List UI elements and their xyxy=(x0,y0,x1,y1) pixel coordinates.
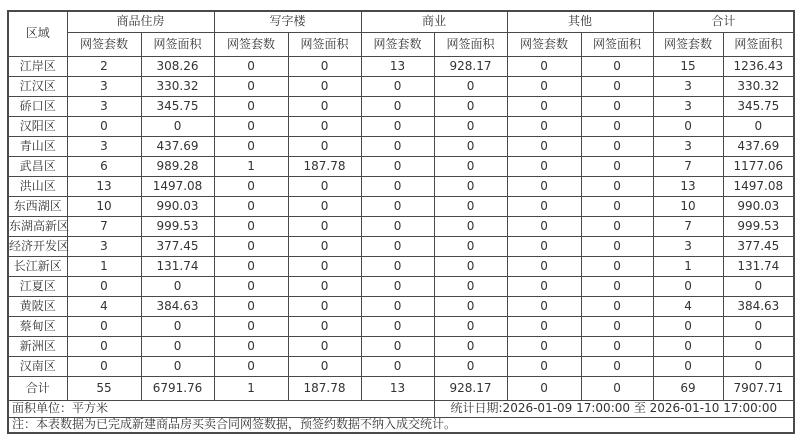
value-cell: 4 xyxy=(653,297,723,317)
value-cell: 0 xyxy=(288,217,361,237)
group-header-row xyxy=(8,11,794,33)
value-cell: 0 xyxy=(507,297,581,317)
value-cell: 1177.06 xyxy=(723,157,794,177)
region-cell: 新洲区 xyxy=(8,337,67,357)
subheader-row xyxy=(8,33,794,57)
value-cell: 0 xyxy=(288,97,361,117)
table-row xyxy=(8,77,794,97)
value-cell: 0 xyxy=(581,177,653,197)
value-cell: 0 xyxy=(361,197,434,217)
value-cell: 0 xyxy=(214,297,288,317)
region-cell: 汉阳区 xyxy=(8,117,67,137)
value-cell: 0 xyxy=(214,57,288,77)
table-row xyxy=(8,317,794,337)
value-cell: 0 xyxy=(141,117,214,137)
value-cell: 7907.71 xyxy=(723,377,794,401)
stat-period-label: 统计日期:2026-01-09 17:00:00 至 2026-01-10 17:00:00 xyxy=(434,401,794,418)
value-cell: 3 xyxy=(653,97,723,117)
value-cell: 0 xyxy=(581,97,653,117)
value-cell: 1 xyxy=(214,377,288,401)
group-header-commercial: 商业 xyxy=(361,11,507,33)
value-cell: 0 xyxy=(581,137,653,157)
table-row xyxy=(8,277,794,297)
value-cell: 0 xyxy=(141,357,214,377)
subheader-2-area: 网签面积 xyxy=(434,33,507,57)
value-cell: 0 xyxy=(723,117,794,137)
subheader-3-units: 网签套数 xyxy=(507,33,581,57)
value-cell: 187.78 xyxy=(288,377,361,401)
value-cell: 0 xyxy=(581,57,653,77)
value-cell: 3 xyxy=(67,137,141,157)
value-cell: 0 xyxy=(507,77,581,97)
region-cell: 黄陂区 xyxy=(8,297,67,317)
value-cell: 0 xyxy=(653,117,723,137)
table-row xyxy=(8,337,794,357)
value-cell: 0 xyxy=(141,277,214,297)
value-cell: 0 xyxy=(288,177,361,197)
value-cell: 0 xyxy=(361,257,434,277)
region-header-cell: 区域 xyxy=(8,11,67,57)
value-cell: 0 xyxy=(67,357,141,377)
value-cell: 1497.08 xyxy=(141,177,214,197)
value-cell: 3 xyxy=(67,77,141,97)
value-cell: 6791.76 xyxy=(141,377,214,401)
value-cell: 437.69 xyxy=(723,137,794,157)
value-cell: 0 xyxy=(581,197,653,217)
value-cell: 384.63 xyxy=(141,297,214,317)
value-cell: 0 xyxy=(288,337,361,357)
value-cell: 0 xyxy=(361,77,434,97)
value-cell: 0 xyxy=(361,357,434,377)
value-cell: 330.32 xyxy=(141,77,214,97)
value-cell: 55 xyxy=(67,377,141,401)
value-cell: 0 xyxy=(288,317,361,337)
value-cell: 0 xyxy=(434,117,507,137)
value-cell: 69 xyxy=(653,377,723,401)
value-cell: 999.53 xyxy=(141,217,214,237)
total-label-cell: 合计 xyxy=(8,377,67,401)
subheader-0-units: 网签套数 xyxy=(67,33,141,57)
value-cell: 7 xyxy=(653,157,723,177)
subheader-1-area: 网签面积 xyxy=(288,33,361,57)
value-cell: 187.78 xyxy=(288,157,361,177)
table-row xyxy=(8,157,794,177)
value-cell: 3 xyxy=(67,237,141,257)
region-cell: 东西湖区 xyxy=(8,197,67,217)
footer-note-row xyxy=(8,418,794,433)
value-cell: 0 xyxy=(653,357,723,377)
table-row xyxy=(8,237,794,257)
table-row xyxy=(8,257,794,277)
value-cell: 10 xyxy=(653,197,723,217)
value-cell: 989.28 xyxy=(141,157,214,177)
value-cell: 13 xyxy=(67,177,141,197)
value-cell: 1 xyxy=(653,257,723,277)
value-cell: 0 xyxy=(723,317,794,337)
value-cell: 0 xyxy=(434,297,507,317)
value-cell: 0 xyxy=(434,337,507,357)
value-cell: 0 xyxy=(723,277,794,297)
value-cell: 0 xyxy=(67,337,141,357)
value-cell: 0 xyxy=(361,217,434,237)
value-cell: 0 xyxy=(214,257,288,277)
region-cell: 汉南区 xyxy=(8,357,67,377)
subheader-1-units: 网签套数 xyxy=(214,33,288,57)
region-cell: 蔡甸区 xyxy=(8,317,67,337)
value-cell: 0 xyxy=(288,237,361,257)
value-cell: 0 xyxy=(581,337,653,357)
value-cell: 13 xyxy=(653,177,723,197)
value-cell: 0 xyxy=(723,357,794,377)
value-cell: 13 xyxy=(361,57,434,77)
value-cell: 0 xyxy=(507,197,581,217)
value-cell: 377.45 xyxy=(141,237,214,257)
value-cell: 3 xyxy=(653,237,723,257)
value-cell: 0 xyxy=(214,337,288,357)
value-cell: 308.26 xyxy=(141,57,214,77)
table-row xyxy=(8,197,794,217)
value-cell: 0 xyxy=(507,117,581,137)
value-cell: 0 xyxy=(361,277,434,297)
value-cell: 0 xyxy=(581,377,653,401)
value-cell: 131.74 xyxy=(723,257,794,277)
value-cell: 3 xyxy=(653,77,723,97)
value-cell: 0 xyxy=(434,317,507,337)
value-cell: 345.75 xyxy=(723,97,794,117)
value-cell: 0 xyxy=(581,277,653,297)
value-cell: 0 xyxy=(67,277,141,297)
value-cell: 0 xyxy=(288,277,361,297)
value-cell: 0 xyxy=(288,357,361,377)
value-cell: 0 xyxy=(581,77,653,97)
value-cell: 0 xyxy=(581,297,653,317)
value-cell: 0 xyxy=(507,237,581,257)
value-cell: 2 xyxy=(67,57,141,77)
value-cell: 0 xyxy=(434,217,507,237)
table-row xyxy=(8,217,794,237)
value-cell: 0 xyxy=(507,177,581,197)
total-row xyxy=(8,377,794,401)
value-cell: 990.03 xyxy=(141,197,214,217)
value-cell: 0 xyxy=(507,137,581,157)
value-cell: 0 xyxy=(288,57,361,77)
region-cell: 江岸区 xyxy=(8,57,67,77)
subheader-3-area: 网签面积 xyxy=(581,33,653,57)
value-cell: 1497.08 xyxy=(723,177,794,197)
value-cell: 928.17 xyxy=(434,57,507,77)
netsign-statistics-table xyxy=(7,10,795,434)
subheader-4-area: 网签面积 xyxy=(723,33,794,57)
value-cell: 0 xyxy=(361,137,434,157)
value-cell: 0 xyxy=(67,317,141,337)
value-cell: 0 xyxy=(214,117,288,137)
value-cell: 0 xyxy=(507,277,581,297)
value-cell: 0 xyxy=(214,277,288,297)
value-cell: 0 xyxy=(361,177,434,197)
value-cell: 0 xyxy=(214,97,288,117)
value-cell: 437.69 xyxy=(141,137,214,157)
value-cell: 0 xyxy=(67,117,141,137)
table-note: 注：本表数据为已完成新建商品房买卖合同网签数据，预签约数据不纳入成交统计。 xyxy=(8,418,794,433)
table-row xyxy=(8,117,794,137)
value-cell: 0 xyxy=(361,317,434,337)
value-cell: 999.53 xyxy=(723,217,794,237)
value-cell: 0 xyxy=(434,197,507,217)
value-cell: 0 xyxy=(288,257,361,277)
value-cell: 345.75 xyxy=(141,97,214,117)
value-cell: 0 xyxy=(141,317,214,337)
value-cell: 13 xyxy=(361,377,434,401)
subheader-0-area: 网签面积 xyxy=(141,33,214,57)
subheader-2-units: 网签套数 xyxy=(361,33,434,57)
table-row xyxy=(8,57,794,77)
value-cell: 0 xyxy=(581,117,653,137)
value-cell: 0 xyxy=(434,177,507,197)
value-cell: 0 xyxy=(653,317,723,337)
value-cell: 0 xyxy=(581,357,653,377)
value-cell: 0 xyxy=(434,277,507,297)
value-cell: 0 xyxy=(361,97,434,117)
value-cell: 1236.43 xyxy=(723,57,794,77)
value-cell: 0 xyxy=(214,177,288,197)
value-cell: 0 xyxy=(288,297,361,317)
value-cell: 0 xyxy=(214,77,288,97)
value-cell: 990.03 xyxy=(723,197,794,217)
value-cell: 0 xyxy=(214,237,288,257)
table-row xyxy=(8,357,794,377)
group-header-total: 合计 xyxy=(653,11,794,33)
region-cell: 武昌区 xyxy=(8,157,67,177)
value-cell: 0 xyxy=(434,77,507,97)
value-cell: 384.63 xyxy=(723,297,794,317)
value-cell: 0 xyxy=(141,337,214,357)
value-cell: 0 xyxy=(434,357,507,377)
value-cell: 0 xyxy=(214,137,288,157)
value-cell: 0 xyxy=(653,277,723,297)
value-cell: 1 xyxy=(67,257,141,277)
value-cell: 330.32 xyxy=(723,77,794,97)
value-cell: 0 xyxy=(288,117,361,137)
subheader-4-units: 网签套数 xyxy=(653,33,723,57)
value-cell: 10 xyxy=(67,197,141,217)
value-cell: 0 xyxy=(507,357,581,377)
value-cell: 0 xyxy=(434,97,507,117)
region-cell: 洪山区 xyxy=(8,177,67,197)
region-cell: 青山区 xyxy=(8,137,67,157)
value-cell: 0 xyxy=(507,317,581,337)
region-cell: 硚口区 xyxy=(8,97,67,117)
value-cell: 0 xyxy=(507,257,581,277)
value-cell: 0 xyxy=(434,157,507,177)
value-cell: 0 xyxy=(507,377,581,401)
region-cell: 东湖高新区 xyxy=(8,217,67,237)
value-cell: 0 xyxy=(288,137,361,157)
value-cell: 0 xyxy=(288,197,361,217)
group-header-office: 写字楼 xyxy=(214,11,361,33)
value-cell: 0 xyxy=(507,57,581,77)
value-cell: 0 xyxy=(581,257,653,277)
value-cell: 0 xyxy=(653,337,723,357)
value-cell: 3 xyxy=(653,137,723,157)
table-row xyxy=(8,297,794,317)
table-row xyxy=(8,97,794,117)
value-cell: 0 xyxy=(434,257,507,277)
value-cell: 0 xyxy=(361,157,434,177)
region-cell: 长江新区 xyxy=(8,257,67,277)
value-cell: 15 xyxy=(653,57,723,77)
value-cell: 0 xyxy=(581,217,653,237)
value-cell: 0 xyxy=(507,217,581,237)
region-cell: 江夏区 xyxy=(8,277,67,297)
value-cell: 1 xyxy=(214,157,288,177)
value-cell: 131.74 xyxy=(141,257,214,277)
value-cell: 0 xyxy=(434,237,507,257)
value-cell: 0 xyxy=(581,317,653,337)
value-cell: 0 xyxy=(507,337,581,357)
value-cell: 3 xyxy=(67,97,141,117)
value-cell: 0 xyxy=(361,237,434,257)
table-row xyxy=(8,137,794,157)
value-cell: 0 xyxy=(723,337,794,357)
value-cell: 0 xyxy=(434,137,507,157)
value-cell: 0 xyxy=(361,297,434,317)
value-cell: 6 xyxy=(67,157,141,177)
value-cell: 377.45 xyxy=(723,237,794,257)
value-cell: 928.17 xyxy=(434,377,507,401)
value-cell: 0 xyxy=(361,337,434,357)
area-unit-label: 面积单位：平方米 xyxy=(8,401,434,418)
group-header-commodity-housing: 商品住房 xyxy=(67,11,214,33)
value-cell: 0 xyxy=(507,97,581,117)
value-cell: 7 xyxy=(67,217,141,237)
value-cell: 0 xyxy=(214,197,288,217)
value-cell: 4 xyxy=(67,297,141,317)
value-cell: 0 xyxy=(288,77,361,97)
group-header-other: 其他 xyxy=(507,11,653,33)
region-cell: 经济开发区 xyxy=(8,237,67,257)
value-cell: 0 xyxy=(214,357,288,377)
value-cell: 0 xyxy=(214,217,288,237)
value-cell: 0 xyxy=(507,157,581,177)
table-row xyxy=(8,177,794,197)
value-cell: 0 xyxy=(214,317,288,337)
value-cell: 7 xyxy=(653,217,723,237)
value-cell: 0 xyxy=(581,157,653,177)
value-cell: 0 xyxy=(581,237,653,257)
region-cell: 江汉区 xyxy=(8,77,67,97)
footer-unit-row xyxy=(8,401,794,418)
value-cell: 0 xyxy=(361,117,434,137)
